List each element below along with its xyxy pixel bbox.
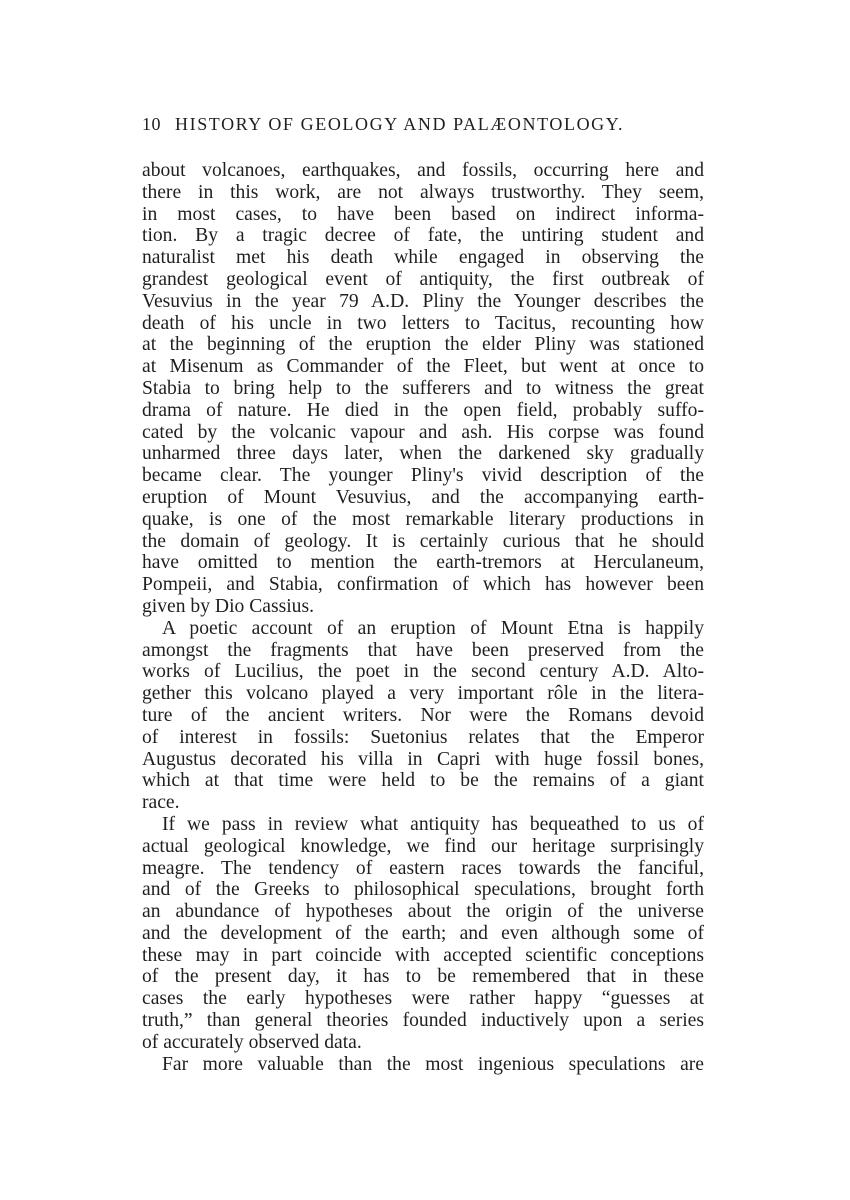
text-line: there in this work, are not always trustworthy. They seem,	[142, 181, 704, 203]
text-line: meagre. The tendency of eastern races towards the fanciful,	[142, 857, 704, 879]
text-line: A poetic account of an eruption of Mount Etna is happily	[162, 617, 704, 639]
text-line: grandest geological event of antiquity, the first outbreak of	[142, 268, 704, 290]
text-line: actual geological knowledge, we find our heritage surprisingly	[142, 835, 704, 857]
text-line: given by Dio Cassius.	[142, 595, 314, 617]
text-line: ture of the ancient writers. Nor were the Romans devoid	[142, 704, 704, 726]
text-line: became clear. The younger Pliny's vivid description of the	[142, 465, 704, 487]
text-line: Pompeii, and Stabia, confirmation of which has however been	[142, 574, 704, 596]
text-line: of the present day, it has to be remembered that in these	[142, 966, 704, 988]
text-line: tion. By a tragic decree of fate, the untiring student and	[142, 225, 704, 247]
text-line: have omitted to mention the earth-tremors at Herculaneum,	[142, 552, 704, 574]
text-line: at the beginning of the eruption the elder Pliny was stationed	[142, 334, 704, 356]
text-line: and the development of the earth; and even although some of	[142, 922, 704, 944]
text-line: of accurately observed data.	[142, 1031, 362, 1053]
text-line: unharmed three days later, when the darkened sky gradually	[142, 443, 704, 465]
text-line: naturalist met his death while engaged in observing the	[142, 247, 704, 269]
text-line: at Misenum as Commander of the Fleet, but went at once to	[142, 356, 704, 378]
running-header	[142, 114, 702, 135]
body-text	[142, 160, 704, 1075]
text-line: If we pass in review what antiquity has bequeathed to us of	[162, 813, 704, 835]
page-number: 10	[142, 114, 161, 134]
text-line: drama of nature. He died in the open field, probably suffo-	[142, 399, 704, 421]
text-line: works of Lucilius, the poet in the second century A.D. Alto-	[142, 661, 704, 683]
text-line: an abundance of hypotheses about the origin of the universe	[142, 901, 704, 923]
text-line: cated by the volcanic vapour and ash. His corpse was found	[142, 421, 704, 443]
text-line: in most cases, to have been based on indirect informa-	[142, 203, 704, 225]
text-line: cases the early hypotheses were rather happy “guesses at	[142, 988, 704, 1010]
text-line: gether this volcano played a very important rôle in the litera-	[142, 683, 704, 705]
text-line: of interest in fossils: Suetonius relates that the Emperor	[142, 726, 704, 748]
running-title: HISTORY OF GEOLOGY AND PALÆONTOLOGY.	[175, 114, 625, 134]
text-line: amongst the fragments that have been preserved from the	[142, 639, 704, 661]
text-line: about volcanoes, earthquakes, and fossils, occurring here and	[142, 160, 704, 181]
text-line: and of the Greeks to philosophical speculations, brought forth	[142, 879, 704, 901]
text-line: race.	[142, 792, 180, 814]
text-line: the domain of geology. It is certainly curious that he should	[142, 530, 704, 552]
text-line: eruption of Mount Vesuvius, and the accompanying earth-	[142, 486, 704, 508]
text-line: quake, is one of the most remarkable literary productions in	[142, 508, 704, 530]
text-line: death of his uncle in two letters to Tacitus, recounting how	[142, 312, 704, 334]
text-line: which at that time were held to be the remains of a giant	[142, 770, 704, 792]
text-line: these may in part coincide with accepted scientific conceptions	[142, 944, 704, 966]
text-line: Vesuvius in the year 79 A.D. Pliny the Younger describes the	[142, 290, 704, 312]
text-line: truth,” than general theories founded inductively upon a series	[142, 1010, 704, 1032]
text-line: Stabia to bring help to the sufferers and to witness the great	[142, 377, 704, 399]
text-line: Augustus decorated his villa in Capri with huge fossil bones,	[142, 748, 704, 770]
text-line: Far more valuable than the most ingenious speculations are	[162, 1053, 704, 1075]
